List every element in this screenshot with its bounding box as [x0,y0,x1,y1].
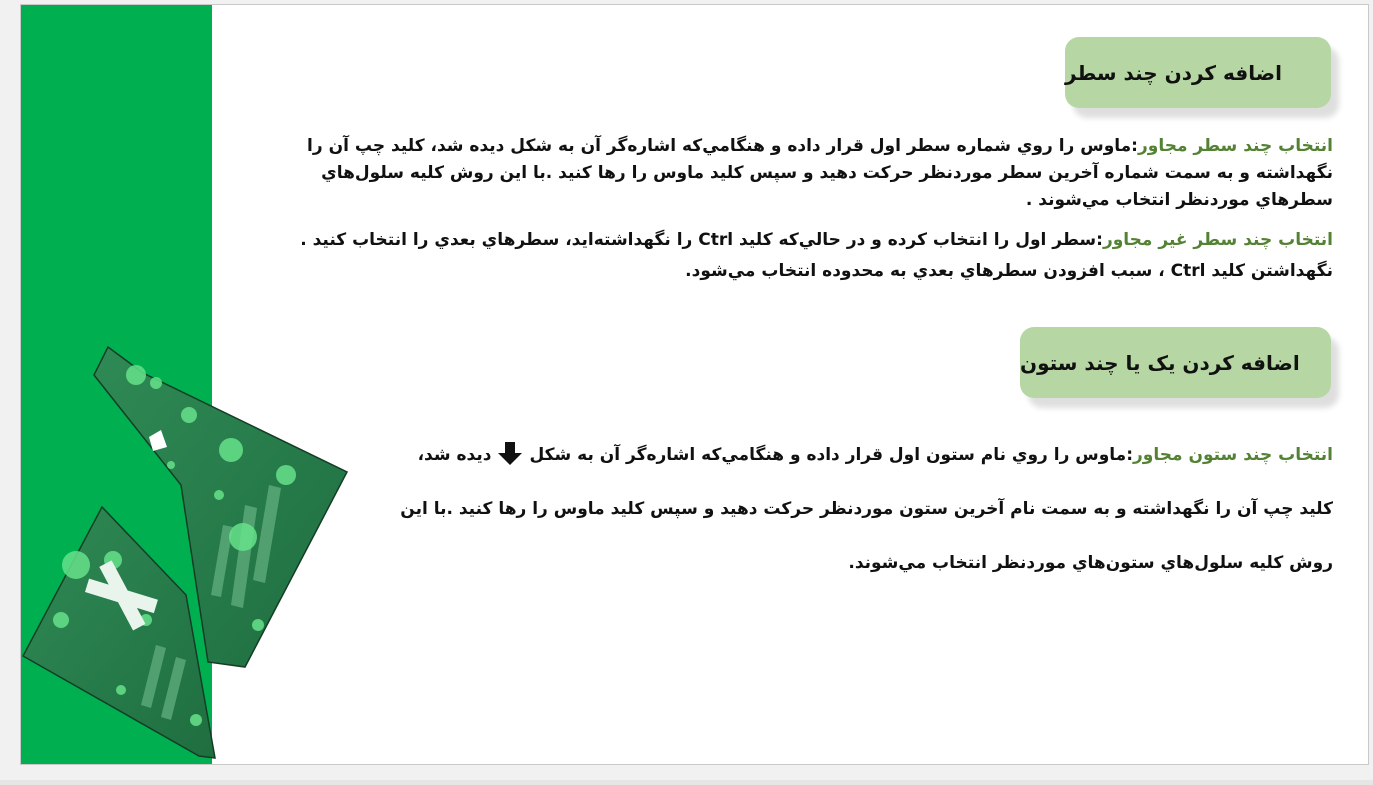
heading-add-columns [1020,327,1331,398]
bottom-bar [0,780,1373,785]
paragraph-line: روش کليه سلول‌هاي ستون‌هاي موردنظر انتخاب مي‌شوند. [848,553,1333,573]
heading-add-columns-text: اضافه کردن یک یا چند ستون [1020,350,1300,375]
down-arrow-icon [497,442,523,466]
label-nonadjacent-rows: انتخاب چند سطر غیر مجاور [1102,230,1333,250]
excel-logo-icon [21,5,421,764]
paragraph-line: نگهداشته و به سمت شماره آخرين سطر موردنظر حرکت دهيد و سپس کليد ماوس را رها کنيد .با اين روش کليه سلول‌هاي [321,163,1333,183]
paragraph-line [400,428,1333,482]
paragraph-line [300,225,1333,256]
label-adjacent-rows: انتخاب چند سطر مجاور [1137,136,1333,156]
paragraph-line: کليد چپ آن را نگهداشته و به سمت نام آخرين ستون موردنظر حرکت دهيد و سپس کليد ماوس را رها کنيد .با اين [400,499,1333,519]
paragraph-text: :سطر اول را انتخاب کرده و در حالي‌که کليد Ctrl را نگهداشته‌ايد، سطرهاي بعدي را انتخاب کنيد . [300,230,1103,250]
paragraph-text: :ماوس را روي شماره سطر اول قرار داده و هنگامي‌که اشاره‌گر آن به شکل ديده شد، کليد چپ آن را [307,136,1138,156]
paragraph-line: سطرهاي موردنظر انتخاب مي‌شوند . [1025,190,1333,210]
heading-add-rows [1065,37,1331,108]
heading-add-rows-text: اضافه کردن چند سطر [1065,60,1282,85]
label-adjacent-columns: انتخاب چند ستون مجاور [1133,445,1333,465]
paragraph-text-end: ديده شد، [417,445,492,465]
paragraph-line: نگهداشتن کليد Ctrl ، سبب افزودن سطرهاي بعدي به محدوده انتخاب مي‌شود. [685,261,1333,281]
paragraph-line [307,133,1333,160]
slide [20,4,1369,765]
paragraph-text: :ماوس را روي نام ستون اول قرار داده و هنگامي‌که اشاره‌گر آن به شکل [529,445,1134,465]
paragraph-adjacent-rows [307,133,1333,214]
paragraph-adjacent-columns [400,428,1333,590]
paragraph-nonadjacent-rows [300,225,1333,287]
